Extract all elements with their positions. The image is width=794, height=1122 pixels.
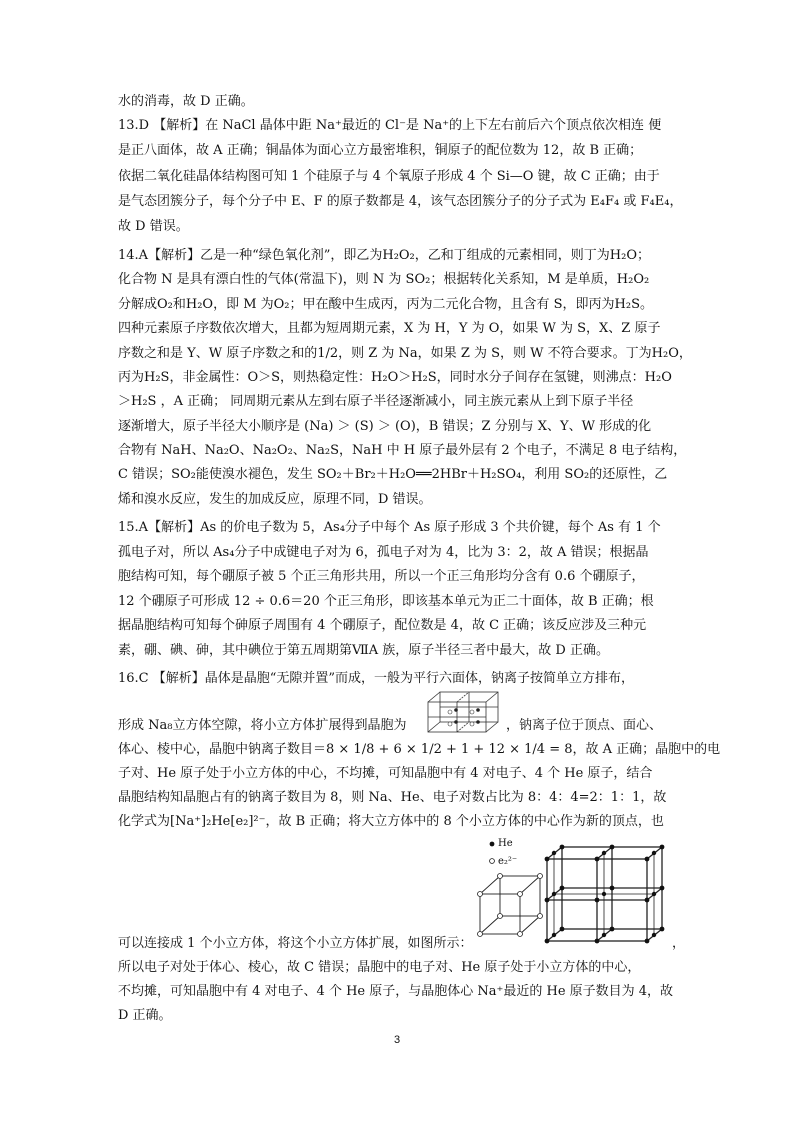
text-line: 晶胞结构知晶胞占有的钠离子数目为 8，则 Na、He、电子对数占比为 8：4：4=2：1：1，故: [118, 790, 667, 805]
text-line: 逐渐增大，原子半径大小顺序是 (Na) ＞ (S) ＞ (O)，B 错误；Z 分别与 X、Y、W 形成的化: [118, 419, 652, 434]
text-line: 是气态团簇分子，每个分子中 E、F 的原子数都是 4，该气态团簇分子的分子式为 E₄F₄ 或 F₄E₄，: [118, 194, 683, 209]
text-line: 依据二氧化硅晶体结构图可知 1 个硅原子与 4 个氧原子形成 4 个 Si—O 键，故 C 正确；由于: [118, 169, 660, 184]
text-line: C 错误；SO₂能使溴水褪色，发生 SO₂＋Br₂＋H₂O══2HBr＋H₂SO₄，利用 SO₂的还原性，乙: [118, 467, 668, 482]
text-line: 子对、He 原子处于小立方体的中心，不均摊，可知晶胞中有 4 对电子、4 个 He 原子，结合: [118, 766, 653, 781]
text-line: 丙为H₂S，非金属性：O＞S，则热稳定性：H₂O＞H₂S，同时水分子间存在氢键，则沸点：H₂O: [118, 370, 672, 385]
text-line: 形成 Na₈立方体空隙，将小立方体扩展得到晶胞为: [118, 718, 407, 733]
text-line: ＞H₂S ，A 正确； 同周期元素从左到右原子半径逐渐减小，同主族元素从上到下原子半径: [118, 394, 634, 409]
text-line: 序数之和是 Y、W 原子序数之和的1/2，则 Z 为 Na，如果 Z 为 S，则 W 不符合要求。丁为H₂O，: [118, 346, 692, 361]
text-line: 可以连接成 1 个小立方体，将这个小立方体扩展，如图所示：: [118, 936, 473, 951]
text-line: 是正八面体，故 A 正确；铜晶体为面心立方最密堆积，铜原子的配位数为 12，故 B 正确；: [118, 143, 643, 158]
text-line: 15.A【解析】As 的价电子数为 5，As₄分子中每个 As 原子形成 3 个共价键，每个 As 有 1 个: [118, 520, 661, 535]
text-line: 14.A【解析】乙是一种“绿色氧化剂”，即乙为H₂O₂，乙和丁组成的元素相同，则丁为H₂O；: [118, 248, 650, 263]
he-legend-dot: [490, 842, 495, 847]
text-line: D 正确。: [118, 1008, 172, 1023]
text-line: 胞结构可知，每个硼原子被 5 个正三角形共用，所以一个正三角形均分含有 0.6 个硼原子，: [118, 569, 645, 584]
text-line: 16.C 【解析】晶体是晶胞“无隙并置”而成，一般为平行六面体，钠离子按简单立方排布，: [118, 671, 635, 686]
text-line: 化合物 N 是具有漂白性的气体(常温下)，则 N 为 SO₂；根据转化关系知，M 是单质，H₂O₂: [118, 272, 650, 287]
text-line: ，: [672, 936, 686, 951]
crystal-cell-figure: [426, 690, 500, 734]
text-line: 12 个硼原子可形成 12 ÷ 0.6＝20 个正三角形，即该基本单元为正二十面体，故 B 正确；根: [118, 594, 654, 609]
text-line: 据晶胞结构可知每个砷原子周围有 4 个硼原子，配位数是 4，故 C 正确；该反应涉及三种元: [118, 618, 647, 633]
text-line: 化学式为[Na⁺]₂He[e₂]²⁻，故 B 正确；将大立方体中的 8 个小立方体的中心作为新的顶点，也: [118, 814, 664, 829]
text-line: 孤电子对，所以 As₄分子中成键电子对为 6，孤电子对为 4，比为 3：2，故 A 错误；根据晶: [118, 545, 649, 560]
pair-legend-dot: [490, 859, 495, 864]
text-line: 不均摊，可知晶胞中有 4 对电子、4 个 He 原子，与晶胞体心 Na⁺最近的 He 原子数目为 4，故: [118, 984, 674, 999]
text-line: 所以电子对处于体心、棱心，故 C 错误；晶胞中的电子对、He 原子处于小立方体的中心，: [118, 960, 641, 975]
text-line: 体心、棱中心，晶胞中钠离子数目＝8 × 1/8 + 6 × 1/2 + 1 + 12 × 1/4 = 8，故 A 正确；晶胞中的电: [118, 742, 721, 757]
text-line: 烯和溴水反应，发生的加成反应，原理不同，D 错误。: [118, 492, 432, 507]
text-line: 13.D 【解析】在 NaCl 晶体中距 Na⁺最近的 Cl⁻是 Na⁺的上下左右前后六个顶点依次相连 便: [118, 118, 662, 133]
text-line: 素，硼、碘、砷，其中碘位于第五周期第ⅦA 族，原子半径三者中最大，故 D 正确。: [118, 643, 609, 658]
text-line: 合物有 NaH、Na₂O、Na₂O₂、Na₂S，NaH 中 H 原子最外层有 2 个电子，不满足 8 电子结构，: [118, 443, 687, 458]
page-number: 3: [393, 1034, 401, 1046]
text-line: ，钠离子位于顶点、面心、: [506, 718, 663, 733]
large-cube-figure: [542, 842, 668, 946]
text-line: 水的消毒，故 D 正确。: [118, 94, 254, 109]
text-line: 分解成O₂和H₂O，即 M 为O₂；甲在酸中生成丙，丙为二元化合物，且含有 S，即丙为H₂S。: [118, 297, 654, 312]
he-legend-label: He: [498, 838, 513, 849]
text-line: 故 D 错误。: [118, 219, 189, 234]
pair-legend-label: e₂²⁻: [498, 856, 518, 867]
text-line: 四种元素原子序数依次增大，且都为短周期元素，X 为 H，Y 为 O，如果 W 为 S，X、Z 原子: [118, 321, 661, 336]
